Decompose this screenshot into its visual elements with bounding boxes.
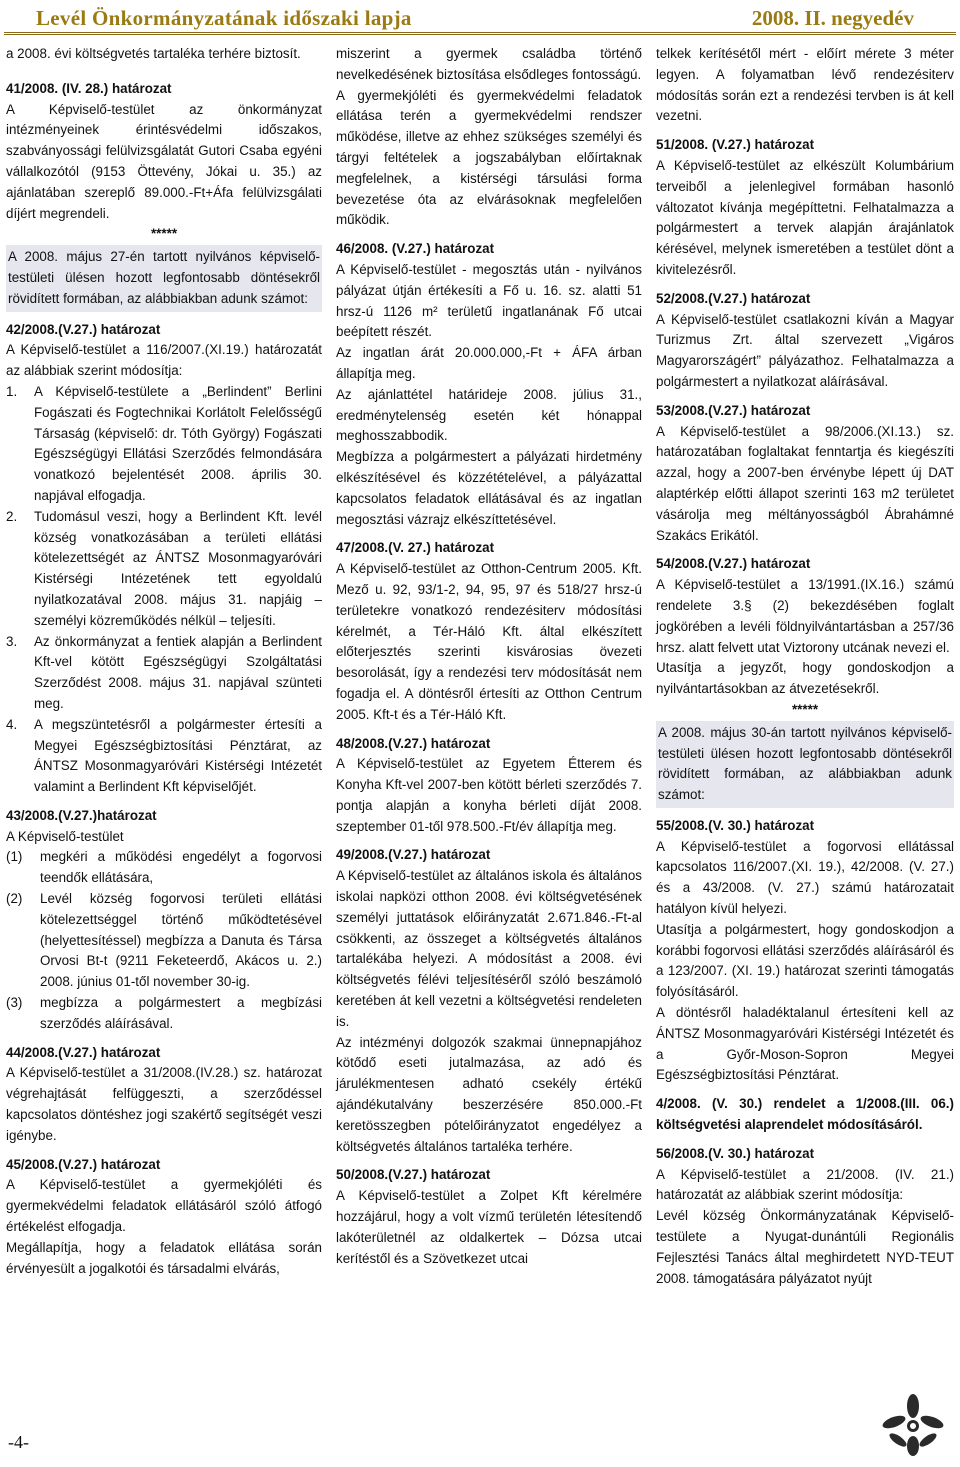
page-number: -4- — [8, 1432, 29, 1452]
resolution-title: 55/2008.(V. 30.) határozat — [656, 817, 815, 833]
paragraph: A Képviselő-testület az általános iskola és általános iskolai napközi otthon 2008. évi költségvetésének személyi juttatások előirányzatát 2.671.846.-Ft-al csökkenti, az összeget a költségvetés általános tartalékába helyezi. A módosítást a 2008. évi költségvetés félévi teljesítéséről szóló beszámoló keretében át kell vezetni a költségvetési rendeleten is. — [336, 868, 642, 1029]
paragraph: Utasítja a polgármestert, hogy gondoskodjon a korábbi fogorvosi ellátási szerződés aláírásáról és a 123/2007. (XI. 19.) határozat szerinti támogatás folyósításáról. — [656, 921, 954, 1000]
paragraph: A Képviselő-testület a Zolpet Kft kérelmére hozzájárul, hogy a volt vízmű területén létesítendő lakóterületnél az oldalkertek – Dózsa utcai kerítéstől és a Szövetkezet utcai — [336, 1188, 642, 1266]
resolution-title: 45/2008.(V.27.) határozat — [6, 1156, 161, 1172]
paragraph: A Képviselő-testület a gyermekjóléti és gyermekvédelmi feladatok ellátásáról szóló átfogó értékelést elfogadja. — [6, 1177, 322, 1235]
resolution-title: 41/2008. (IV. 28.) határozat — [6, 80, 172, 96]
resolution-title: 51/2008. (V.27.) határozat — [656, 137, 815, 153]
resolution-title: 48/2008.(V.27.) határozat — [336, 735, 491, 751]
paragraph: A Képviselő-testület a 21/2008. (IV. 21.) határozatát az alábbiak szerint módosítja: — [656, 1166, 954, 1203]
page-header — [0, 0, 960, 36]
numbered-list — [6, 847, 322, 1034]
session-notice-box: A 2008. május 27-én tartott nyilvános képviselő-testületi ülésen hozott legfontosabb döntésekről rövidített formában, az alábbiakban adunk számot: — [6, 245, 322, 311]
paragraph: Levél község Önkormányzatának Képviselő-testülete a Nyugat-dunántúli Regionális Fejlesztési Tanács által meghirdetett NYD-TEUT 2008. támogatására pályázatot nyújt — [656, 1208, 954, 1286]
column-3 — [656, 44, 954, 1289]
paragraph: A Képviselő-testület a 116/2007.(XI.19.) határozatát az alábbiak szerint módosítja: — [6, 342, 322, 379]
resolution-title: 43/2008.(V.27.)határozat — [6, 807, 157, 823]
resolution-title: 53/2008.(V.27.) határozat — [656, 402, 811, 418]
paragraph: Az ingatlan árát 20.000.000,-Ft + ÁFA árban állapítja meg. — [336, 345, 642, 381]
resolution-title: 54/2008.(V.27.) határozat — [656, 556, 811, 572]
column-2 — [336, 44, 642, 1269]
paragraph: Utasítja a jegyzőt, hogy gondoskodjon a nyilvántartásokban az átvezetésekről. — [656, 660, 954, 697]
paragraph: A Képviselő-testület a fogorvosi ellátással kapcsolatos 116/2007.(XI. 19.), 42/2008. (V. 27.) és a 43/2008. (V. 27.) számú határozatait hatályon kívül helyezi. — [656, 838, 954, 917]
paragraph: A Képviselő-testület a 98/2006.(XI.13.) sz. határozatában foglaltakat fenntartja és kiegészíti azzal, hogy a 2007-ben érvénybe lépett új DAT alaptérkép előtti állapot szerinti 163 m2 területet vásárolja meg méltányosságból Ábrahámné Szakács Erikától. — [656, 423, 954, 543]
paragraph: A gyermekjóléti és gyermekvédelmi feladatok ellátása terén a gyermekvédelmi rendszer működése, illetve az ehhez szükséges személyi és tárgyi feltételek a jogszabályban előírtaknak megfelelnek, a kistérségi társulási forma bevezetése óta az elvárásoknak megfelelően működik. — [336, 87, 642, 228]
paragraph: A Képviselő-testület csatlakozni kíván a Magyar Turizmus Zrt. által szervezett „Vigáros Magyarországért” pályázathoz. Felhatalmazza a polgármestert a nyilatkozat aláírásával. — [656, 311, 954, 389]
separator-stars: ***** — [791, 701, 819, 717]
paragraph: A Képviselő-testület az elkészült Kolumbárium terveiből a jelenlegivel formában hasonló változatot kívánja megépíttetni. Felhatalmazza a polgármestert a tervek alapján árajánlatok kérésével, melynek ismeretében a testület dönt a kivitelezésről. — [656, 157, 954, 277]
paragraph: A Képviselő-testület az önkormányzat intézményeinek érintésvédelmi időszakos, szabványossági felülvizsgálatát Gutori Csaba egyéni vállalkozótól (9153 Öttevény, Jókai u. 35.) az ajánlatában szereplő 89.000.-Ft+Áfa felülvizsgálati díjért megrendeli. — [6, 101, 322, 221]
paragraph: A Képviselő-testület a 13/1991.(IX.16.) számú rendelete 3.§ (2) bekezdésében foglalt jogkörében a levéli földnyilvántartásban a 257/36 hrsz. alatt felvett utat Viztorony utcának nevezi el. — [656, 577, 954, 655]
list-item: (1) megkéri a működési engedélyt a fogorvosi teendők ellátására, — [6, 849, 322, 886]
paragraph: A Képviselő-testület a 31/2008.(IV.28.) sz. határozat végrehajtását felfüggeszti, a szerződéssel kapcsolatos döntéshez jogi szakértő segítségét veszi igénybe. — [6, 1065, 322, 1143]
list-item: 2. Tudomásul veszi, hogy a Berlindent Kft. levél község vonatkozásában a területi ellátási kötelezettségét az ÁNTSZ Mosonmagyaróvári Kistérségi Intézetének tett egyoldalú nyilatkozatával 2008. május 31. napjáig – személyi közreműködés nélkül – teljesíti. — [6, 508, 322, 628]
paragraph: Megállapítja, hogy a feladatok ellátása során érvényesült a jogalkotói és társadalmi elvárás, — [6, 1239, 322, 1276]
paragraph: A döntésről haladéktalanul értesíteni kell az ÁNTSZ Mosonmagyaróvári Kistérségi Intézetét és a Győr-Moson-Sopron Megyei Egészségbiztosítási Pénztárat. — [656, 1005, 954, 1083]
separator-stars: ***** — [150, 226, 178, 242]
paragraph: A Képviselő-testület az Egyetem Étterem és Konyha Kft-vel 2007-ben kötött bérleti szerződés 7. pontja alapján a konyha bérleti díját 2008. szeptember 01-től 978.500.-Ft/év állapítja meg. — [336, 756, 642, 834]
paragraph: telkek kerítésétől mért - előírt mérete 3 méter legyen. A folyamatban lévő rendezésiterv módosítás során ezt a rendezési tervben is át kell vezetni. — [656, 46, 954, 124]
issue-date: 2008. II. negyedév — [751, 6, 914, 30]
list-item: 1. A Képviselő-testülete a „Berlindent” Berlini Fogászati és Fogtechnikai Korlátolt Felelősségű Társaság (képviselő: dr. Tóth György) Fogászati Egészségügyi Ellátási Szerződés felmondására vonatkozó bejelentését 2008. április 30. napjával elfogadja. — [6, 383, 322, 503]
list-item: 4. A megszüntetésről a polgármester értesíti a Megyei Egészségbiztosítási Pénztárat, az ÁNTSZ Mosonmagyaróvári Kistérségi Intézetét valamint a Berlindent Kft képviselőjét. — [6, 716, 322, 795]
publication-title: Levél Önkormányzatának időszaki lapja — [36, 6, 412, 30]
paragraph: miszerint a gyermek családba történő nevelkedésének biztosítása elsődleges fontosságú. — [336, 46, 642, 82]
resolution-title: 47/2008.(V. 27.) határozat — [336, 540, 495, 556]
resolution-title: 56/2008.(V. 30.) határozat — [656, 1145, 815, 1161]
resolution-title: 49/2008.(V.27.) határozat — [336, 847, 491, 863]
numbered-list — [6, 382, 322, 798]
paragraph: Az intézményi dolgozók szakmai ünnepnapjához kötődő eseti jutalmazása, az adó és járulékmentesen adható csekély értékű ajándékutalvány beszerzésére 850.000.-Ft keretösszegben pótelőirányzatot engedélyez a költségvetés általános tartaléka terhére. — [336, 1034, 642, 1154]
paragraph: A Képviselő-testület - megosztás után - nyilvános pályázat útján értékesíti a Fő u. 16. sz. alatti 51 hrsz-ú 1126 m² területű ingatlanának Fő utcai beépített részét. — [336, 261, 642, 340]
paragraph: a 2008. évi költségvetés tartaléka terhére biztosít. — [6, 46, 301, 61]
paragraph: A Képviselő-testület az Otthon-Centrum 2005. Kft. Mező u. 92, 93/1-2, 94, 95, 97 és 518/27 hrsz-ú területekre vonatkozó rendezésiterv módosítási kérelmét, a Tér-Háló Kft. által elkészített előterjesztés szerinti kisvárosias övezeti besorolását, így a rendezési terv módosítását nem fogadja el. A döntésről értesíti az Otthon Centrum 2005. Kft-t és a Tér-Háló Kft. — [336, 561, 642, 722]
session-notice-box: A 2008. május 30-án tartott nyilvános képviselő-testületi ülésen hozott legfontosabb döntésekről rövidített formában, az alábbiakban adunk számot: — [656, 721, 954, 808]
resolution-title: 42/2008.(V.27.) határozat — [6, 321, 161, 337]
list-item: (3) megbízza a polgármestert a megbízási szerződés aláírásával. — [6, 995, 322, 1031]
list-item: (2) Levél község fogorvosi területi ellátási kötelezettséggel történő működtetésével (helyettesítéssel) megbízza a Danuta és Társa Orvosi Bt-t (9211 Feketeerdő, Akácos u. 2.) 2008. június 01-től november 30-ig. — [6, 891, 322, 990]
resolution-title: 46/2008. (V.27.) határozat — [336, 241, 495, 257]
paragraph: Megbízza a polgármestert a pályázati hirdetmény elkészítésével és közzétételével, a pályázattal kapcsolatos feladatok ellátásával és az ingatlan megosztási vázrajz elkészíttetésével. — [336, 449, 642, 527]
resolution-title: 52/2008.(V.27.) határozat — [656, 290, 811, 306]
regulation-title: 4/2008. (V. 30.) rendelet a 1/2008.(III. 06.) költségvetési alaprendelet módosításáról. — [656, 1096, 954, 1133]
paragraph: A Képviselő-testület — [6, 828, 124, 844]
resolution-title: 50/2008.(V.27.) határozat — [336, 1167, 491, 1183]
floral-ornament-icon — [878, 1392, 948, 1456]
resolution-title: 44/2008.(V.27.) határozat — [6, 1044, 161, 1060]
paragraph: Az ajánlattétel határideje 2008. július 31., eredménytelenség esetén két hónappal meghosszabbodik. — [336, 386, 642, 444]
column-1 — [6, 44, 322, 1279]
list-item: 3. Az önkormányzat a fentiek alapján a Berlindent Kft-vel kötött Egészségügyi Szolgáltatási Szerződést 2008. május 31. napjával szünteti meg. — [6, 633, 322, 711]
